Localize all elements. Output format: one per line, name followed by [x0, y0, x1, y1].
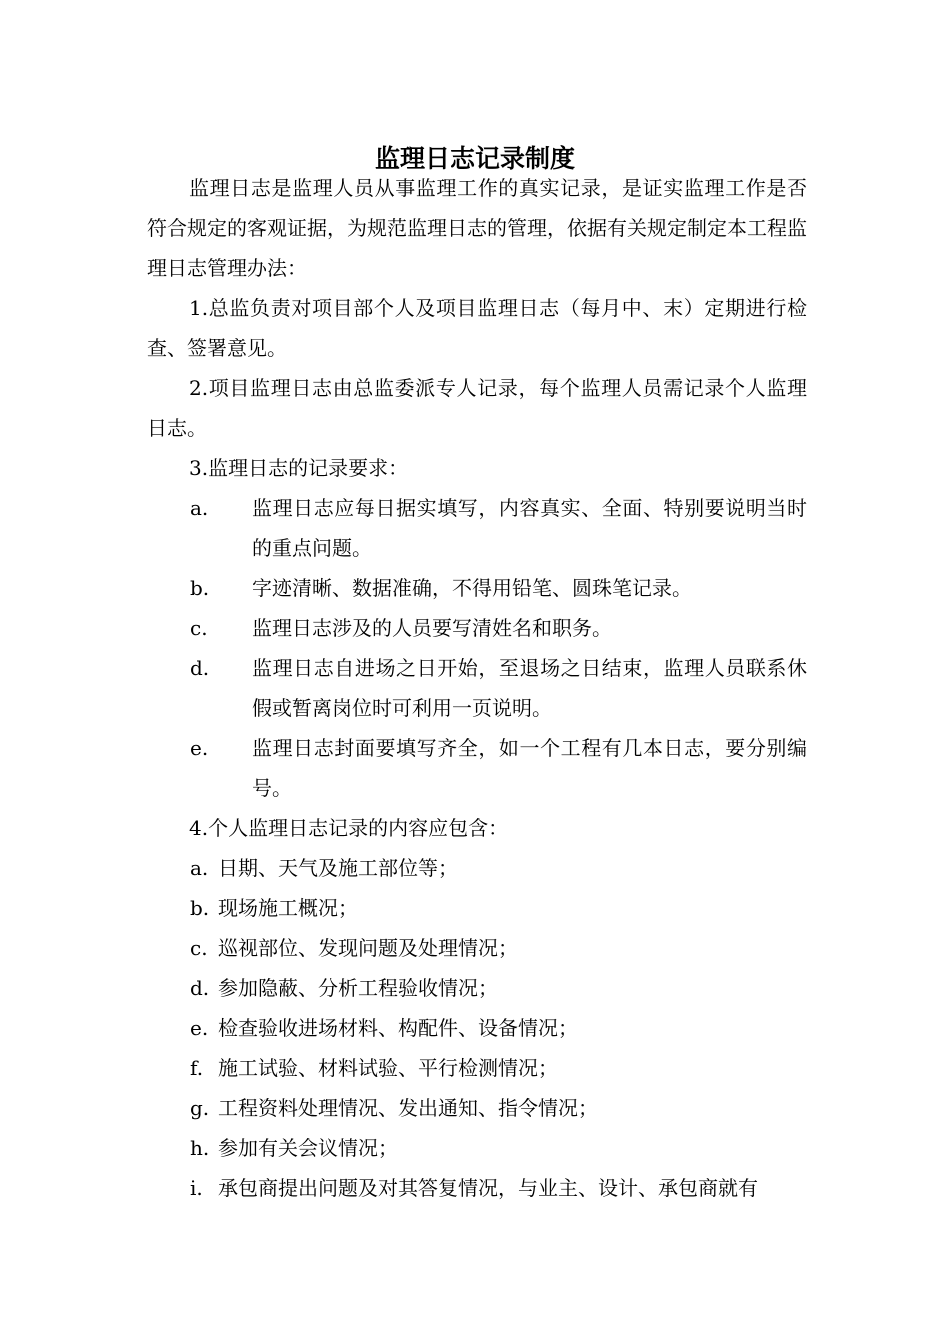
content-marker: g.: [190, 1096, 210, 1120]
content-marker: d.: [190, 976, 210, 1000]
requirement-marker: b.: [190, 576, 210, 600]
content-item: [190, 968, 807, 1008]
requirement-marker: d.: [190, 656, 210, 680]
content-marker: a.: [190, 856, 209, 880]
content-text: 施工试验、材料试验、平行检测情况；: [218, 1056, 558, 1080]
content-text: 检查验收进场材料、构配件、设备情况；: [218, 1016, 578, 1040]
requirement-text: 监理日志涉及的人员要写清姓名和职务。: [252, 616, 612, 640]
content-text: 日期、天气及施工部位等；: [218, 856, 458, 880]
requirement-marker: e.: [190, 736, 209, 760]
requirement-text: 字迹清晰、数据准确，不得用铅笔、圆珠笔记录。: [252, 576, 692, 600]
requirement-text: 监理日志封面要填写齐全，如一个工程有几本日志，要分别编号。: [252, 736, 807, 800]
requirement-item: [190, 488, 807, 568]
requirement-text: 监理日志应每日据实填写，内容真实、全面、特别要说明当时的重点问题。: [252, 496, 807, 560]
requirement-item: [190, 568, 807, 608]
content-marker: e.: [190, 1016, 209, 1040]
content-item: [190, 1048, 807, 1088]
requirement-text: 监理日志自进场之日开始，至退场之日结束，监理人员联系休假或暂离岗位时可利用一页说明。: [252, 656, 807, 720]
content-text: 承包商提出问题及对其答复情况，与业主、设计、承包商就有: [218, 1176, 758, 1200]
content-marker: c.: [190, 936, 208, 960]
content-text: 巡视部位、发现问题及处理情况；: [218, 936, 518, 960]
rule-3-heading: 3.监理日志的记录要求：: [189, 456, 409, 480]
intro-paragraph: 监理日志是监理人员从事监理工作的真实记录，是证实监理工作是否符合规定的客观证据，为规范监理日志的管理，依据有关规定制定本工程监理日志管理办法：: [147, 176, 807, 280]
requirement-item: [190, 648, 807, 728]
content-marker: b.: [190, 896, 210, 920]
content-marker: h.: [190, 1136, 210, 1160]
content-item: [190, 888, 807, 928]
content-item: [190, 848, 807, 888]
page-title: 监理日志记录制度: [374, 143, 575, 173]
content-text: 工程资料处理情况、发出通知、指令情况；: [218, 1096, 598, 1120]
rule-2: 2.项目监理日志由总监委派专人记录，每个监理人员需记录个人监理日志。: [147, 376, 807, 440]
requirement-item: [190, 608, 807, 648]
content-item: [190, 1088, 807, 1128]
content-item: [190, 928, 807, 968]
content-text: 参加有关会议情况；: [218, 1136, 398, 1160]
content-text: 现场施工概况；: [218, 896, 358, 920]
rule-4-heading: 4.个人监理日志记录的内容应包含：: [189, 816, 509, 840]
requirement-item: [190, 728, 807, 808]
content-item: [190, 1168, 807, 1208]
content-item: [190, 1128, 807, 1168]
requirement-marker: c.: [190, 616, 208, 640]
content-item: [190, 1008, 807, 1048]
content-marker: i.: [190, 1176, 203, 1200]
requirement-marker: a.: [190, 496, 209, 520]
content-text: 参加隐蔽、分析工程验收情况；: [218, 976, 498, 1000]
rule-1: 1.总监负责对项目部个人及项目监理日志（每月中、末）定期进行检查、签署意见。: [147, 296, 807, 360]
content-marker: f.: [190, 1056, 204, 1080]
